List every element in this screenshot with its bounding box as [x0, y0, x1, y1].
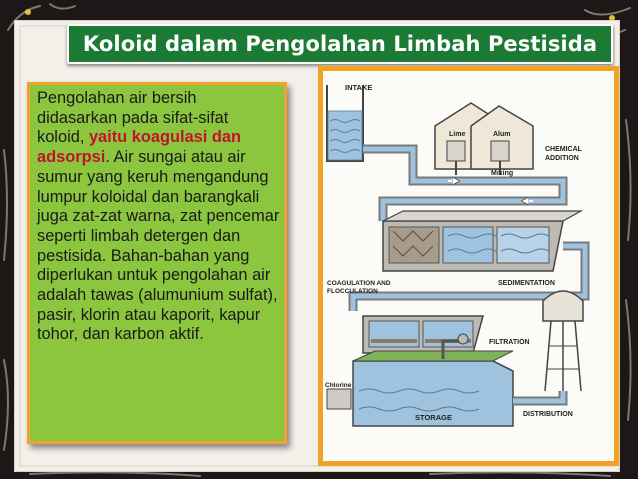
coagulation-sedimentation-tank: [383, 211, 581, 271]
body-text-start: Pengolahan air bersih didasarkan pada sifat-sifat koloid,: [37, 89, 229, 147]
text-box: [27, 82, 287, 444]
label-coagulation-2: FLOCCULATION: [327, 288, 378, 295]
label-chemical-2: ADDITION: [545, 155, 579, 162]
label-filtration: FILTRATION: [489, 339, 530, 346]
chlorine-tank: [327, 389, 351, 409]
label-chemical-1: CHEMICAL: [545, 146, 582, 153]
label-mixing: Mixing: [491, 170, 514, 177]
pipe-distribution: [513, 391, 563, 401]
label-chlorine: Chlorine: [325, 382, 352, 389]
label-lime: Lime: [449, 131, 466, 138]
body-text-end: . Air sungai atau air sumur yang keruh mengandung lumpur koloidal dan barangkali juga zat-zat warna, zat pencemar seperti limbah detergen dan pestisida. Bahan-bahan yang diperlukan untuk pengolahan air adalah tawas (alumunium sulfat), pasir, klorin atau kaporit, kapur tohor, dan karbon aktif.: [37, 148, 280, 344]
label-distribution: DISTRIBUTION: [523, 411, 573, 418]
chemical-addition-building: [435, 103, 533, 175]
water-tower: [543, 291, 583, 391]
intake-basin: [327, 85, 363, 161]
label-alum: Alum: [493, 131, 511, 138]
body-text-highlight: yaitu koagulasi dan adsorpsi: [37, 128, 242, 167]
label-sedimentation: SEDIMENTATION: [498, 280, 555, 287]
slide-title: Koloid dalam Pengolahan Limbah Pestisida: [67, 24, 613, 64]
label-storage: STORAGE: [415, 413, 452, 422]
pipe-intake-to-chemical: [363, 149, 438, 181]
label-intake: INTAKE: [345, 83, 373, 92]
water-treatment-diagram: [323, 71, 614, 461]
label-coagulation-1: COAGULATION AND: [327, 280, 391, 287]
